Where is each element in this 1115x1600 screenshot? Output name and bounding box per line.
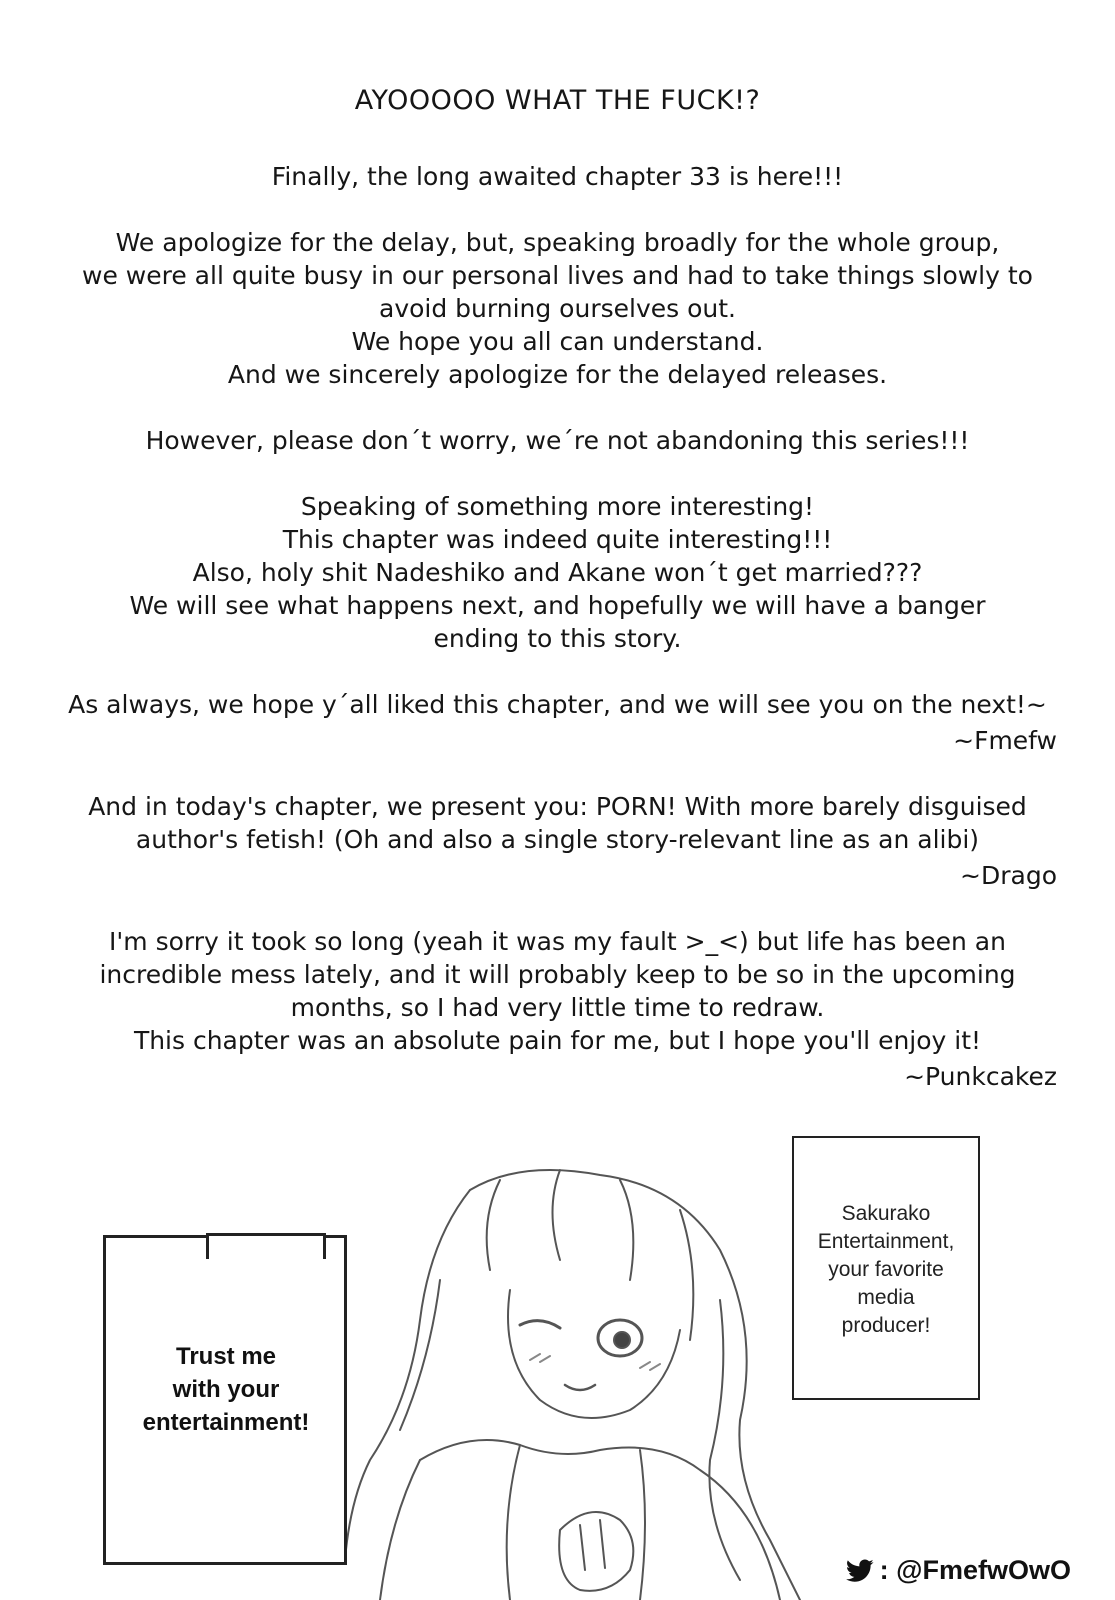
text-line: We apologize for the delay, but, speaking broadly for the whole group, [115,228,1000,257]
text-line: We hope you all can understand. [351,327,764,356]
text-line: months, so I had very little time to redraw. [290,993,825,1022]
signature-punkcakez: ~Punkcakez [904,1062,1057,1091]
intro-line: Finally, the long awaited chapter 33 is here!!! [271,162,844,191]
signature-fmefw: ~Fmefw [953,726,1057,755]
signature-drago: ~Drago [960,861,1057,890]
text-line: And in today's chapter, we present you: PORN! With more barely disguised [88,792,1027,821]
text-line: ending to this story. [433,624,682,653]
caption-box-right-text: Sakurako Entertainment, your favorite media producer! [817,1202,955,1337]
text-line: We will see what happens next, and hopefully we will have a banger [129,591,986,620]
text-line: we were all quite busy in our personal lives and had to take things slowly to [82,261,1033,290]
text-line: Speaking of something more interesting! [300,492,815,521]
text-line: And we sincerely apologize for the delayed releases. [227,360,888,389]
text-line: As always, we hope y´all liked this chapter, and we will see you on the next!~ [68,690,1047,719]
speech-bubble-left-text: Trust me with your entertainment! [142,1343,310,1436]
text-line: This chapter was indeed quite interesting!!! [282,525,833,554]
text-line: Also, holy shit Nadeshiko and Akane won´t get married??? [192,558,923,587]
twitter-bird-icon [846,1559,874,1583]
twitter-handle: : @FmefwOwO [842,1553,1075,1588]
text-line: avoid burning ourselves out. [379,294,736,323]
page-title: AYOOOOO WHAT THE FUCK!? [354,85,761,116]
text-line: incredible mess lately, and it will probably keep to be so in the upcoming [99,960,1016,989]
text-line: I'm sorry it took so long (yeah it was my fault >_<) but life has been an [109,927,1006,956]
text-line: This chapter was an absolute pain for me, but I hope you'll enjoy it! [133,1026,982,1055]
text-line: author's fetish! (Oh and also a single story-relevant line as an alibi) [135,825,980,854]
text-line: However, please don´t worry, we´re not abandoning this series!!! [145,426,970,455]
